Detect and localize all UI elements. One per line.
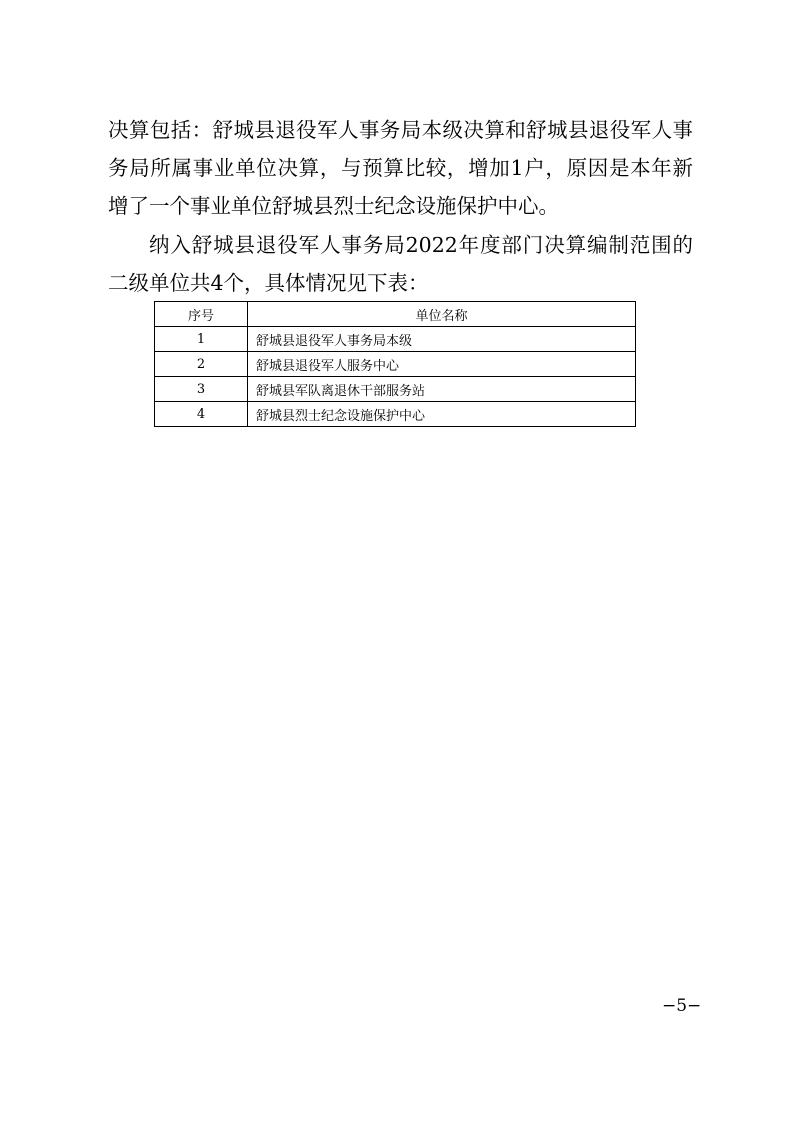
body-paragraph-units-intro: 纳入舒城县退役军人事务局2022年度部门决算编制范围的二级单位共4个，具体情况见下表： [108,233,693,295]
row-unit-name: 舒城县退役军人服务中心 [248,352,636,377]
secondary-units-table [154,301,636,427]
table-row [155,377,636,402]
body-paragraph-scope: 决算包括：舒城县退役军人事务局本级决算和舒城县退役军人事务局所属事业单位决算，与预算比较，增加1户，原因是本年新增了一个事业单位舒城县烈士纪念设施保护中心。 [108,118,693,218]
row-index: 1 [155,327,248,352]
page-number: −5− [662,996,702,1016]
column-header-unit-name: 单位名称 [248,302,636,327]
row-unit-name: 舒城县烈士纪念设施保护中心 [248,402,636,427]
row-index: 2 [155,352,248,377]
table-row [155,327,636,352]
row-index: 4 [155,402,248,427]
column-header-index: 序号 [155,302,248,327]
row-index: 3 [155,377,248,402]
table-row [155,402,636,427]
row-unit-name: 舒城县军队离退休干部服务站 [248,377,636,402]
table-row [155,352,636,377]
table-header-row [155,302,636,327]
row-unit-name: 舒城县退役军人事务局本级 [248,327,636,352]
